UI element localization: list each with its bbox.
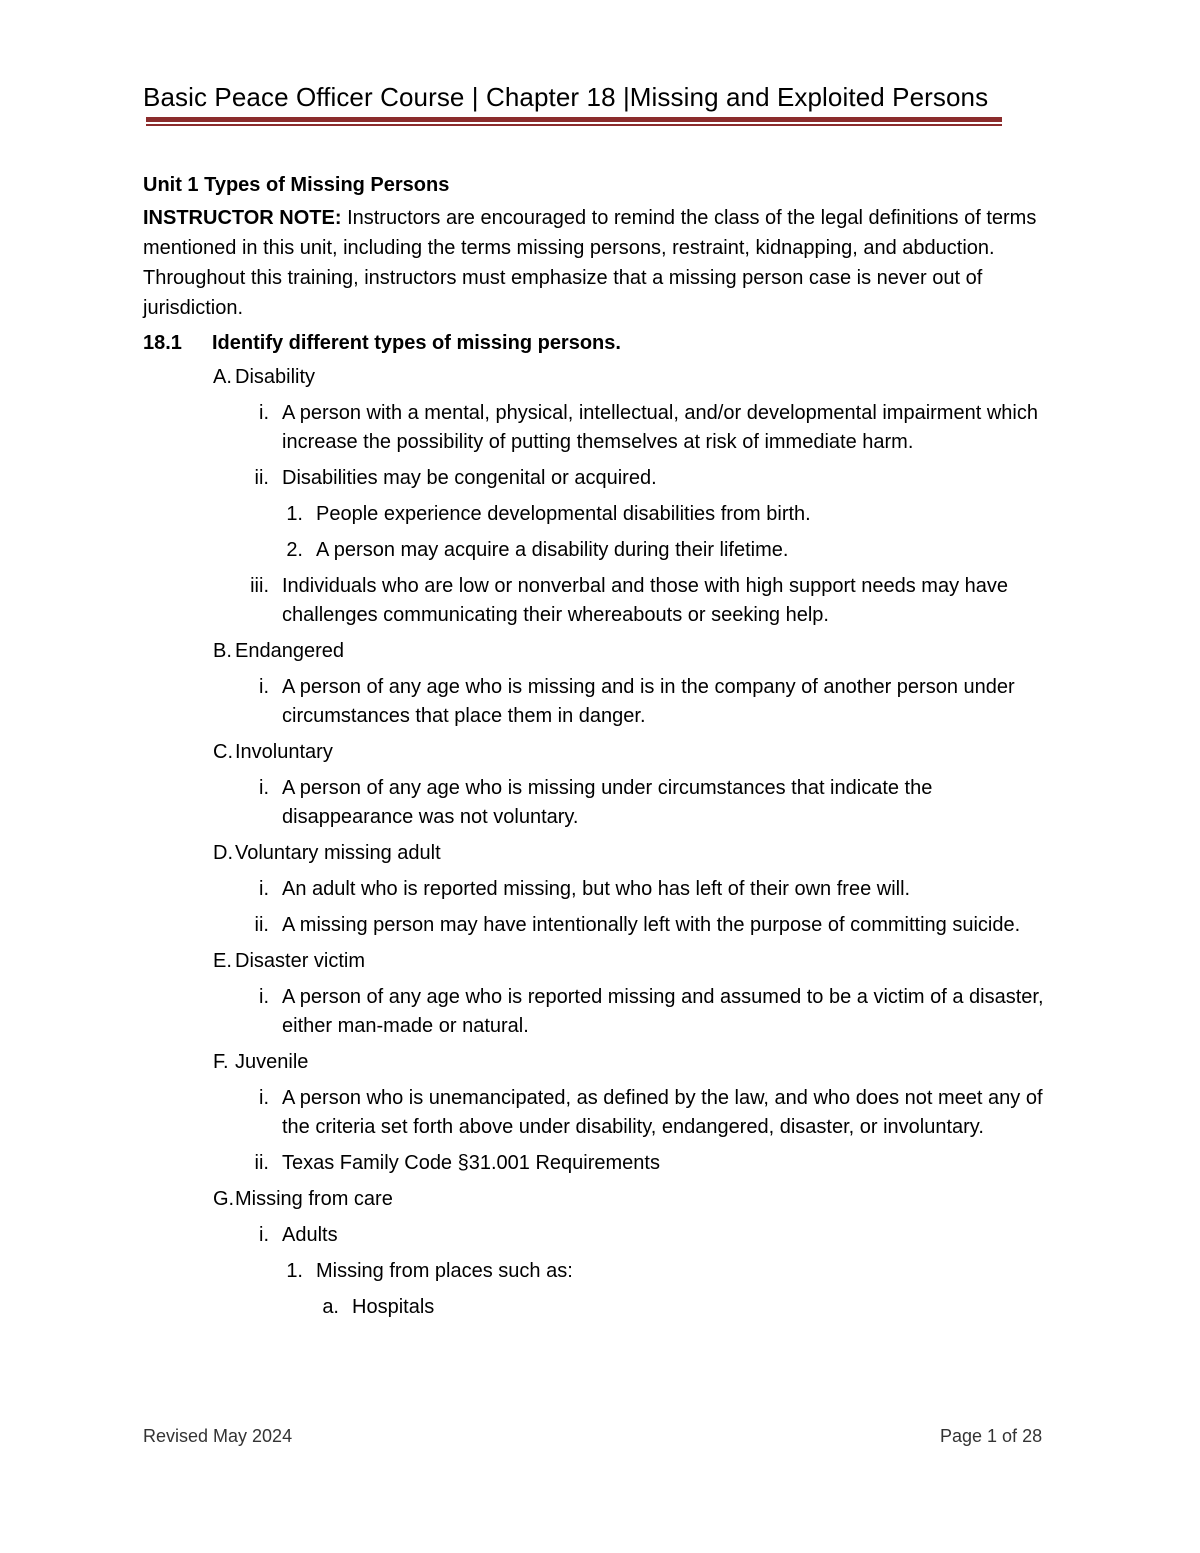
outline-item-text: Voluntary missing adult — [235, 842, 441, 864]
outline-item-label: B. — [213, 640, 232, 662]
outline-list — [143, 363, 1063, 1322]
outline-item-text: A person with a mental, physical, intellectual, and/or developmental impairment which increase the possibility of putting themselves at risk of immediate harm. — [282, 402, 1038, 453]
outline-item-label: i. — [259, 1087, 269, 1109]
outline-item-text: Disability — [235, 366, 316, 388]
outline-item-label: ii. — [254, 467, 269, 489]
outline-item-label: ii. — [254, 1152, 269, 1174]
outline-item — [143, 947, 1063, 976]
outline-item-label: 1. — [286, 503, 303, 525]
outline-item — [143, 1221, 1063, 1250]
unit-title: Unit 1 Types of Missing Persons — [143, 174, 450, 196]
instructor-note-label: INSTRUCTOR NOTE: — [143, 207, 342, 229]
outline-item — [143, 673, 1063, 731]
outline-item — [143, 911, 1063, 940]
outline-item-label: 1. — [286, 1260, 303, 1282]
outline-item-label: iii. — [250, 575, 269, 597]
outline-item-label: i. — [259, 402, 269, 424]
outline-item — [143, 572, 1063, 630]
outline-item-text: Disabilities may be congenital or acquired. — [282, 467, 657, 489]
outline-item-label: F. — [213, 1051, 229, 1073]
outline-item — [143, 1185, 1063, 1214]
outline-item-text: A person who is unemancipated, as defined by the law, and who does not meet any of the criteria set forth above under disability, endangered, disaster, or involuntary. — [282, 1087, 1043, 1138]
outline-item — [143, 983, 1063, 1041]
outline-item-label: i. — [259, 1224, 269, 1246]
outline-item-label: 2. — [286, 539, 303, 561]
outline-item — [143, 774, 1063, 832]
outline-item-text: People experience developmental disabilities from birth. — [316, 503, 811, 525]
header-rule-thick — [146, 117, 1002, 122]
outline-item — [143, 1257, 1063, 1286]
outline-item-text: Hospitals — [352, 1296, 435, 1318]
objective-text: Identify different types of missing persons. — [212, 332, 621, 354]
outline-item-label: i. — [259, 878, 269, 900]
outline-item — [143, 363, 1063, 392]
outline-item-text: Missing from care — [235, 1188, 393, 1210]
outline-item-label: i. — [259, 777, 269, 799]
footer-revised: Revised May 2024 — [143, 1426, 293, 1446]
outline-item-text: Texas Family Code §31.001 Requirements — [282, 1152, 660, 1174]
outline-item-text: Adults — [282, 1224, 338, 1246]
outline-item-label: C. — [213, 741, 233, 763]
outline-item — [143, 1048, 1063, 1077]
header-rule-thin — [146, 124, 1002, 126]
outline-item-label: E. — [213, 950, 232, 972]
outline-item-label: i. — [259, 986, 269, 1008]
outline-item-label: D. — [213, 842, 233, 864]
outline-item-text: Disaster victim — [235, 950, 366, 972]
outline-item — [143, 399, 1063, 457]
outline-item-text: Endangered — [235, 640, 344, 662]
document-body — [143, 170, 1063, 1329]
page-header-title: Basic Peace Officer Course | Chapter 18 |Missing and Exploited Persons — [143, 82, 989, 112]
outline-item-label: A. — [213, 366, 232, 388]
outline-item-text: Juvenile — [235, 1051, 309, 1073]
outline-item — [143, 1149, 1063, 1178]
outline-item — [143, 637, 1063, 666]
outline-item-label: G. — [213, 1188, 235, 1210]
outline-item — [143, 536, 1063, 565]
outline-item-text: An adult who is reported missing, but who has left of their own free will. — [282, 878, 911, 900]
outline-item-text: A person of any age who is reported missing and assumed to be a victim of a disaster, either man-made or natural. — [282, 986, 1044, 1037]
outline-item-label: a. — [322, 1296, 339, 1318]
instructor-note — [143, 203, 1053, 323]
outline-item-text: Involuntary — [235, 741, 333, 763]
outline-item-label: ii. — [254, 914, 269, 936]
outline-item — [143, 875, 1063, 904]
outline-item — [143, 464, 1063, 493]
outline-item-text: Missing from places such as: — [316, 1260, 573, 1282]
outline-item-text: A person may acquire a disability during their lifetime. — [316, 539, 789, 561]
outline-item — [143, 738, 1063, 767]
outline-item — [143, 500, 1063, 529]
outline-item — [143, 1293, 1063, 1322]
footer-page-number: Page 1 of 28 — [940, 1426, 1043, 1446]
outline-item-text: A person of any age who is missing under circumstances that indicate the disappearance was not voluntary. — [282, 777, 933, 828]
outline-item-text: A person of any age who is missing and is in the company of another person under circumstances that place them in danger. — [282, 676, 1015, 727]
objective-number: 18.1 — [143, 332, 182, 354]
outline-item-text: Individuals who are low or nonverbal and those with high support needs may have challenges communicating their whereabouts or seeking help. — [282, 575, 1008, 626]
learning-objective — [143, 328, 1063, 358]
outline-item — [143, 839, 1063, 868]
outline-item-label: i. — [259, 676, 269, 698]
outline-item-text: A missing person may have intentionally left with the purpose of committing suicide. — [282, 914, 1021, 936]
instructor-note-text: Instructors are encouraged to remind the class of the legal definitions of terms mentioned in this unit, including the terms missing persons, restraint, kidnapping, and abduction. Throughout this training, instructors must emphasize that a missing person case is never out of jurisdiction. — [143, 207, 1037, 319]
outline-item — [143, 1084, 1063, 1142]
